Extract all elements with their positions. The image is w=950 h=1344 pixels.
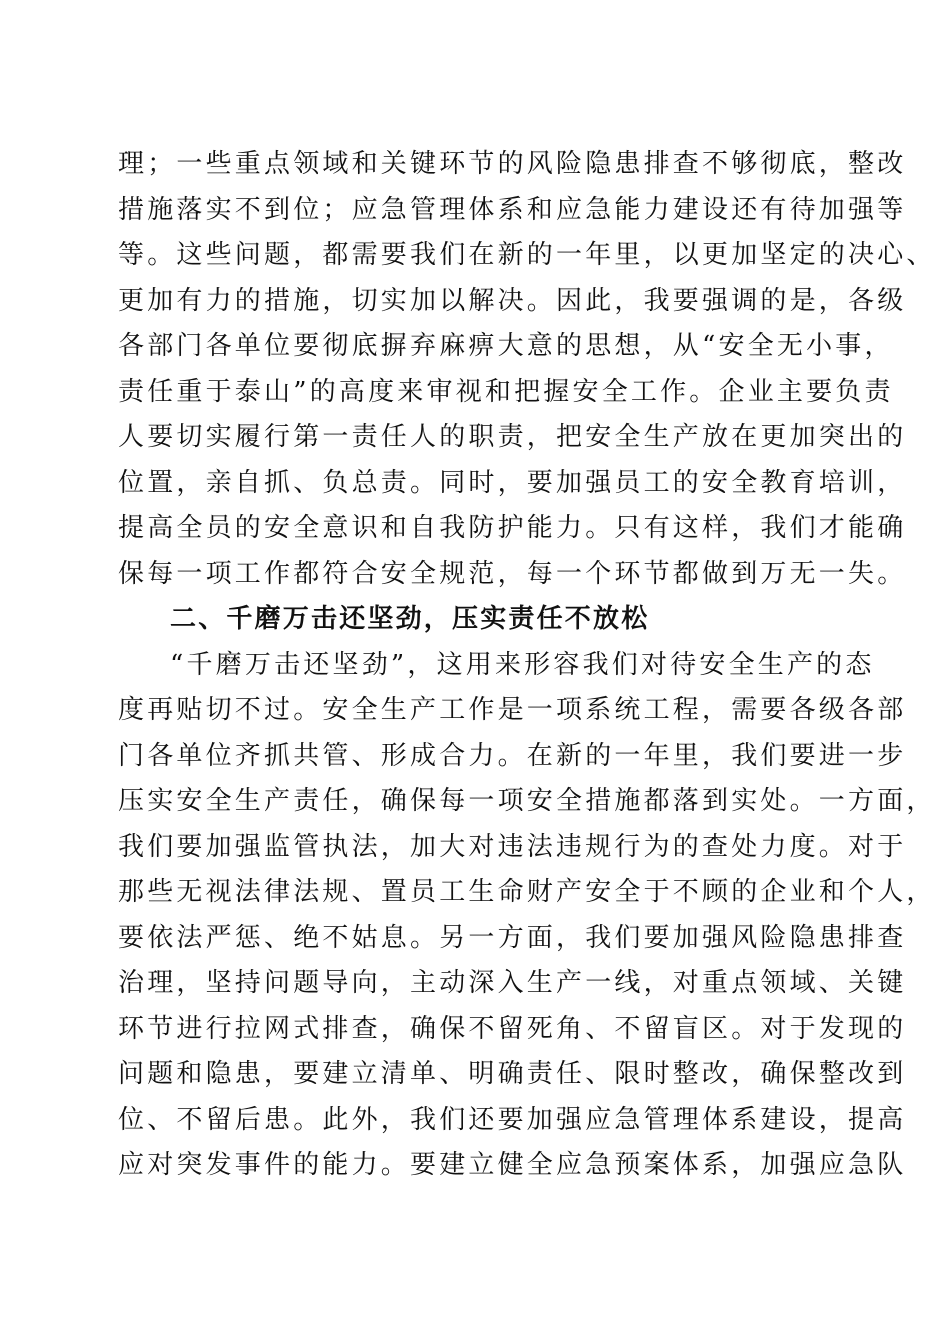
text-line: 人要切实履行第一责任人的职责，把安全生产放在更加突出的 [118,422,907,452]
text-line: “千磨万击还坚劲”，这用来形容我们对待安全生产的态 [170,649,875,680]
document-body [118,142,936,1189]
text-line: 应对突发事件的能力。要建立健全应急预案体系，加强应急队 [118,1150,907,1180]
text-line: 位置，亲自抓、负总责。同时，要加强员工的安全教育培训， [118,467,907,498]
section-heading: 二、千磨万击还坚劲，压实责任不放松 [170,604,650,634]
text-line: 那些无视法律法规、置员工生命财产安全于不顾的企业和个人， [118,877,936,907]
text-line: 度再贴切不过。安全生产工作是一项系统工程，需要各级各部 [118,695,907,725]
text-line: 责任重于泰山”的高度来审视和把握安全工作。企业主要负责 [118,376,894,407]
text-line: 要依法严惩、绝不姑息。另一方面，我们要加强风险隐患排查 [118,922,907,953]
text-line: 提高全员的安全意识和自我防护能力。只有这样，我们才能确 [118,513,907,543]
text-line: 我们要加强监管执法，加大对违法违规行为的查处力度。对于 [118,831,907,862]
text-line: 位、不留后患。此外，我们还要加强应急管理体系建设，提高 [118,1104,907,1135]
text-line: 措施落实不到位；应急管理体系和应急能力建设还有待加强等 [118,194,907,225]
text-line: 等。这些问题，都需要我们在新的一年里，以更加坚定的决心、 [118,240,936,270]
section-paragraph [118,643,936,1189]
text-line: 压实安全生产责任，确保每一项安全措施都落到实处。一方面， [118,786,936,816]
text-line: 更加有力的措施，切实加以解决。因此，我要强调的是，各级 [118,285,907,316]
text-line: 问题和隐患，要建立清单、明确责任、限时整改，确保整改到 [118,1059,907,1089]
text-line: 保每一项工作都符合安全规范，每一个环节都做到万无一失。 [118,558,907,589]
text-line: 理；一些重点领域和关键环节的风险隐患排查不够彻底，整改 [118,149,907,179]
text-line: 环节进行拉网式排查，确保不留死角、不留盲区。对于发现的 [118,1013,907,1044]
text-line: 各部门各单位要彻底摒弃麻痹大意的思想，从“安全无小事， [118,331,894,361]
text-line: 门各单位齐抓共管、形成合力。在新的一年里，我们要进一步 [118,740,907,771]
text-line: 治理，坚持问题导向，主动深入生产一线，对重点领域、关键 [118,968,907,998]
paragraph-continuation [118,142,936,597]
